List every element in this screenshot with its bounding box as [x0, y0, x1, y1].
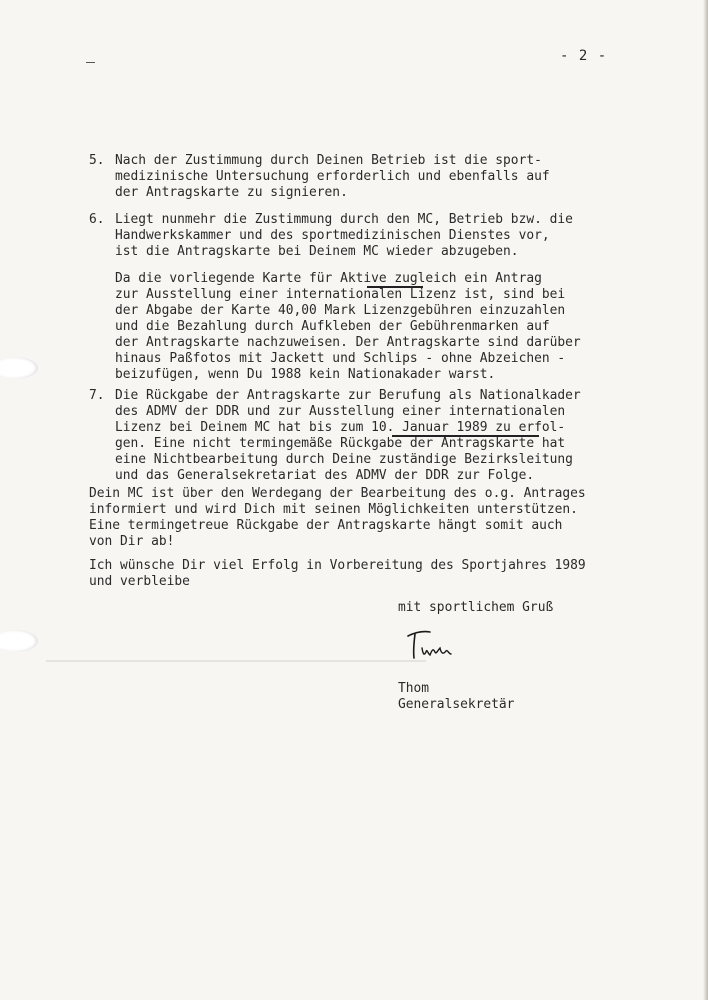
underline-deadline: [392, 435, 539, 437]
item-5-text: Nach der Zustimmung durch Deinen Betrieb ist die sport- medizinische Untersuchung erforderlich und ebenfalls auf der Antragskarte zu signieren.: [115, 153, 550, 200]
header-dash: [86, 62, 95, 63]
page-number: - 2 -: [560, 48, 608, 64]
item-7-number: 7.: [89, 388, 105, 403]
underline-aktive: [367, 286, 423, 288]
item-5-number: 5.: [89, 153, 105, 168]
handwritten-signature: [404, 626, 460, 666]
page-edge-shadow: [703, 0, 708, 1000]
punch-hole-upper: [0, 357, 38, 379]
paper-smudge: [46, 660, 426, 662]
signer-title: Generalsekretär: [398, 697, 515, 712]
greeting: mit sportlichem Gruß: [398, 600, 554, 615]
item-6-number: 6.: [89, 212, 105, 227]
item-6-continuation: Da die vorliegende Karte für Aktive zugleich ein Antrag zur Ausstellung einer internationalen Lizenz ist, sind bei der Abgabe der Karte 40,00 Mark Lizenzgebühren einzuzahlen und die Bezahlung durch Aufkleben der Gebührenmarken auf der Antragskarte nachzuweisen. Der Antragskarte sind darüber hinaus Paßfotos mit Jackett und Schlips - ohne Abzeichen - beizufügen, wenn Du 1988 kein Nationakader warst.: [115, 271, 581, 382]
punch-hole-lower: [0, 630, 38, 652]
signer-name: Thom: [398, 681, 430, 696]
item-6-text: Liegt nunmehr die Zustimmung durch den MC, Betrieb bzw. die Handwerkskammer und des sportmedizinischen Dienstes vor, ist die Antragskarte bei Deinem MC wieder abzugeben.: [115, 212, 573, 259]
item-7-text: Die Rückgabe der Antragskarte zur Berufung als Nationalkader des ADMV der DDR und zur Ausstellung einer internationalen Lizenz bei Deinem MC hat bis zum 10. Januar 1989 zu erfol- gen. Eine nicht termingemäße Rückgabe der Antragskarte hat eine Nichtbearbeitung durch Deine zuständige Bezirksleitung und das Generalsekretariat des ADMV der DDR zur Folge.: [115, 388, 581, 483]
closing-paragraph: Dein MC ist über den Werdegang der Bearbeitung des o.g. Antrages informiert und wird Dich mit seinen Möglichkeiten unterstützen. Eine termingetreue Rückgabe der Antragskarte hängt somit auch von Dir ab!: [89, 486, 586, 549]
wish-paragraph: Ich wünsche Dir viel Erfolg in Vorbereitung des Sportjahres 1989 und verbleibe: [89, 558, 586, 589]
